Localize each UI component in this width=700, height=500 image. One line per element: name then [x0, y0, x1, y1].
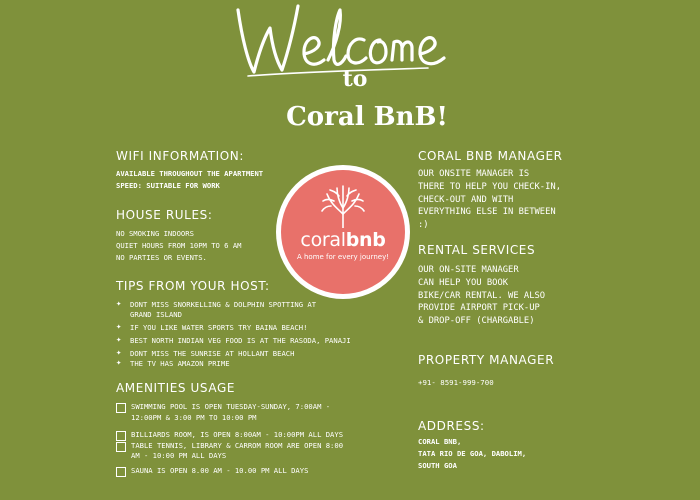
address-line-3: SOUTH GOA	[418, 461, 457, 470]
amenity-item: SWIMMING POOL IS OPEN TUESDAY-SUNDAY, 7:00AM - 12:00PM & 3:00 PM TO 10:00 PM	[116, 402, 343, 423]
logo-wordmark: coralbnb	[300, 229, 386, 251]
sparkle-icon: ✦	[116, 299, 122, 309]
house-rule-2: QUIET HOURS FROM 10PM TO 6 AM	[116, 241, 242, 250]
house-rules-heading: HOUSE RULES:	[116, 208, 213, 222]
property-manager-phone[interactable]: +91- 8591-999-700	[418, 378, 494, 387]
amenity-item: TABLE TENNIS, LIBRARY & CARROM ROOM ARE OPEN 8:00 AM - 10:00 PM ALL DAYS	[116, 441, 343, 462]
property-manager-heading: PROPERTY MANAGER	[418, 353, 555, 367]
tips-heading: TIPS FROM YOUR HOST:	[116, 279, 270, 293]
amenity-item: BILLIARDS ROOM, IS OPEN 8:00AM - 10:00PM ALL DAYS	[116, 430, 343, 441]
title-to: to	[342, 66, 368, 92]
house-rule-1: NO SMOKING INDOORS	[116, 229, 194, 238]
wifi-line-2: SPEED: SUITABLE FOR WORK	[116, 181, 220, 190]
wifi-heading: WIFI INFORMATION:	[116, 149, 245, 163]
sparkle-icon: ✦	[116, 348, 122, 358]
sparkle-icon: ✦	[116, 322, 122, 332]
rental-heading: RENTAL SERVICES	[418, 243, 536, 257]
logo-tagline: A home for every journey!	[296, 253, 390, 261]
checkbox-icon	[116, 442, 126, 452]
manager-text: OUR ONSITE MANAGER IS THERE TO HELP YOU CHECK-IN, CHECK-OUT AND WITH EVERYTHING ELSE IN BETWEEN :)	[418, 169, 561, 231]
checkbox-icon	[116, 431, 126, 441]
wifi-line-1: AVAILABLE THROUGHOUT THE APARTMENT	[116, 169, 264, 178]
tip-item: ✦ DONT MISS THE SUNRISE AT HOLLANT BEACH	[116, 348, 295, 358]
address-line-1: CORAL BNB,	[418, 437, 462, 446]
tip-item: ✦ BEST NORTH INDIAN VEG FOOD IS AT THE RASODA, PANAJI	[116, 335, 351, 345]
amenities-list	[116, 402, 343, 476]
tips-list	[116, 300, 351, 369]
checkbox-icon	[116, 467, 126, 477]
sparkle-icon: ✦	[116, 358, 122, 368]
manager-heading: CORAL BNB MANAGER	[418, 149, 563, 163]
tip-item: ✦ DONT MISS SNORKELLING & DOLPHIN SPOTTING AT GRAND ISLAND	[116, 299, 317, 319]
rental-text: OUR ON-SITE MANAGER CAN HELP YOU BOOK BIKE/CAR RENTAL. WE ALSO PROVIDE AIRPORT PICK-UP & DROP-OFF (CHARGABLE)	[418, 265, 546, 327]
address-line-2: TATA RIO DE GOA, DABOLIM,	[418, 449, 527, 458]
title-coral-bnb: Coral BnB!	[286, 102, 448, 132]
checkbox-icon	[116, 403, 126, 413]
house-rule-3: NO PARTIES OR EVENTS.	[116, 253, 207, 262]
coralbnb-logo	[281, 170, 405, 294]
tip-item: ✦ IF YOU LIKE WATER SPORTS TRY BAINA BEACH!	[116, 322, 308, 332]
address-heading: ADDRESS:	[418, 419, 485, 433]
amenity-item: SAUNA IS OPEN 8.00 AM - 10.00 PM ALL DAYS	[116, 466, 343, 477]
amenities-heading: AMENITIES USAGE	[116, 381, 236, 395]
coral-icon	[321, 184, 365, 228]
sparkle-icon: ✦	[116, 335, 122, 345]
tip-item: ✦ THE TV HAS AMAZON PRIME	[116, 358, 230, 368]
